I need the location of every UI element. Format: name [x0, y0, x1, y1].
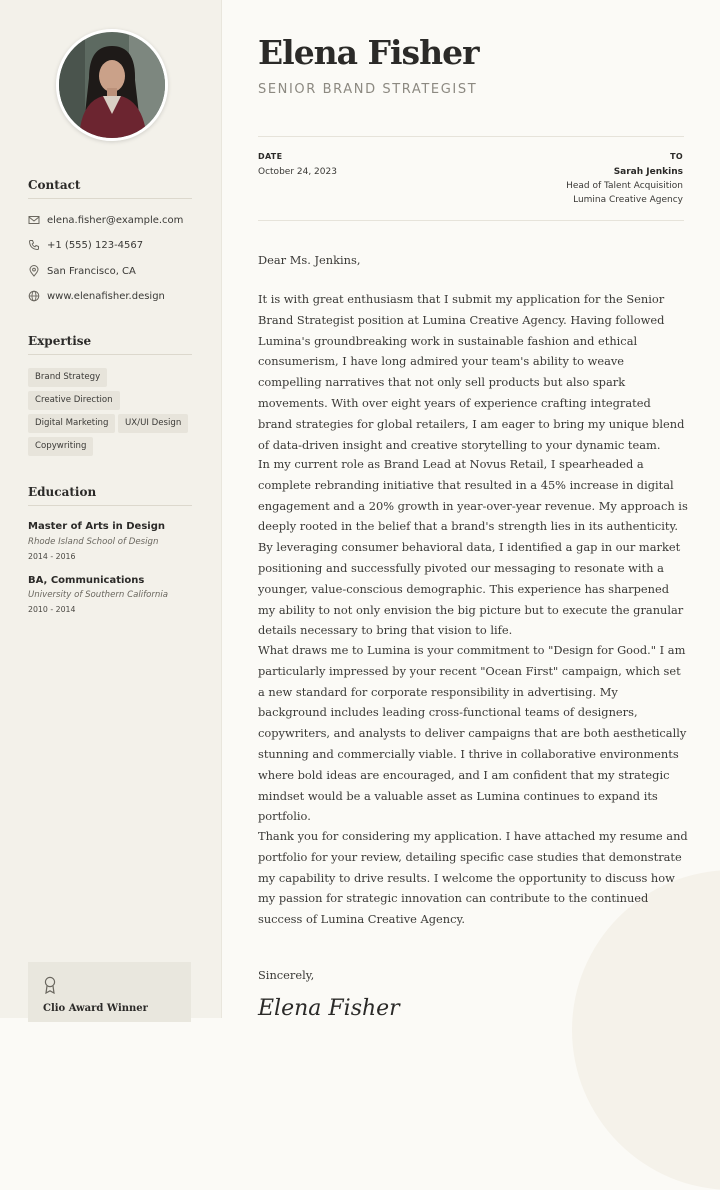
avatar — [56, 29, 168, 141]
education-degree: Master of Arts in Design — [28, 521, 165, 532]
education-degree: BA, Communications — [28, 575, 145, 586]
recipient-title: Head of Talent Acquisition — [566, 181, 683, 191]
education-years: 2014 - 2016 — [28, 552, 76, 561]
contact-email[interactable] — [28, 214, 183, 226]
phone-text: +1 (555) 123-4567 — [47, 239, 144, 251]
divider — [258, 136, 684, 137]
expertise-tag: Creative Direction — [28, 391, 120, 410]
divider — [258, 220, 684, 221]
location-pin-icon — [28, 265, 40, 277]
website-text: www.elenafisher.design — [47, 290, 165, 302]
phone-icon — [28, 239, 40, 251]
letter-paragraph-text: In my current role as Brand Lead at Novus Retail, I spearheaded a complete rebranding initiative that resulted in a 45% increase in digital engagement and a 20% growth in year-over-year revenue. My approach is deeply rooted in the belief that a brand's strength lies in its authenticity. By leveraging consumer behavioral data, I identified a gap in our market positioning and successfully pivoted our messaging to resonate with a younger, value-conscious demographic. This experience has sharpened my ability to not only envision the big picture but to execute the granular details necessary to bring that vision to life. — [258, 457, 688, 638]
to-label: TO — [670, 152, 683, 161]
recipient-company: Lumina Creative Agency — [573, 195, 683, 205]
letter-paragraph — [258, 640, 688, 827]
award-ribbon-icon — [43, 976, 57, 998]
education-section-title: Education — [28, 485, 192, 506]
letter-paragraph — [258, 289, 688, 455]
recipient-name: Sarah Jenkins — [613, 167, 683, 177]
expertise-tag: Copywriting — [28, 437, 93, 456]
expertise-section-title: Expertise — [28, 334, 192, 355]
award-card — [28, 962, 191, 1022]
date-value: October 24, 2023 — [258, 167, 337, 177]
page-title: Elena Fisher — [258, 33, 479, 72]
mail-icon — [28, 214, 40, 226]
education-school: University of Southern California — [28, 590, 169, 600]
letter-paragraph — [258, 454, 688, 641]
letter-paragraph-text: Thank you for considering my application. I have attached my resume and portfolio for your review, detailing specific case studies that demonstrate my capability to drive results. I welcome the opportunity to discuss how my passion for strategic innovation can contribute to the continued success of Lumina Creative Agency. — [258, 829, 688, 927]
location-text: San Francisco, CA — [47, 265, 136, 277]
education-years: 2010 - 2014 — [28, 605, 76, 614]
job-title: SENIOR BRAND STRATEGIST — [258, 82, 478, 97]
contact-location — [28, 265, 136, 277]
expertise-tag: Brand Strategy — [28, 368, 107, 387]
award-title: Clio Award Winner — [43, 1003, 148, 1014]
contact-phone[interactable] — [28, 239, 143, 251]
salutation: Dear Ms. Jenkins, — [258, 253, 361, 267]
expertise-tag: UX/UI Design — [118, 414, 188, 433]
globe-icon — [28, 290, 40, 302]
contact-website[interactable] — [28, 290, 165, 302]
letter-paragraph-text: It is with great enthusiasm that I submit my application for the Senior Brand Strategist position at Lumina Creative Agency. Having followed Lumina's groundbreaking work in sustainable fashion and ethical consumerism, I have long admired your team's ability to weave compelling narratives that not only sell products but also spark movements. With over eight years of experience crafting integrated brand strategies for global retailers, I am eager to bring my unique blend of data-driven insight and creative storytelling to your dynamic team. — [258, 292, 685, 452]
expertise-tag: Digital Marketing — [28, 414, 115, 433]
contact-section-title: Contact — [28, 178, 192, 199]
sidebar — [0, 0, 222, 1018]
date-label: DATE — [258, 152, 283, 161]
education-school: Rhode Island School of Design — [28, 537, 159, 547]
signature: Elena Fisher — [258, 996, 400, 1021]
letter-paragraph — [258, 826, 688, 930]
letter-paragraph-text: What draws me to Lumina is your commitment to "Design for Good." I am particularly impressed by your recent "Ocean First" campaign, which set a new standard for corporate responsibility in advertising. My background includes leading cross-functional teams of designers, copywriters, and analysts to deliver campaigns that are both aesthetically stunning and commercially viable. I thrive in collaborative environments where bold ideas are encouraged, and I am confident that my strategic mindset would be a valuable asset as Lumina continues to expand its portfolio. — [258, 643, 687, 824]
email-text: elena.fisher@example.com — [47, 214, 184, 226]
closing: Sincerely, — [258, 968, 315, 982]
